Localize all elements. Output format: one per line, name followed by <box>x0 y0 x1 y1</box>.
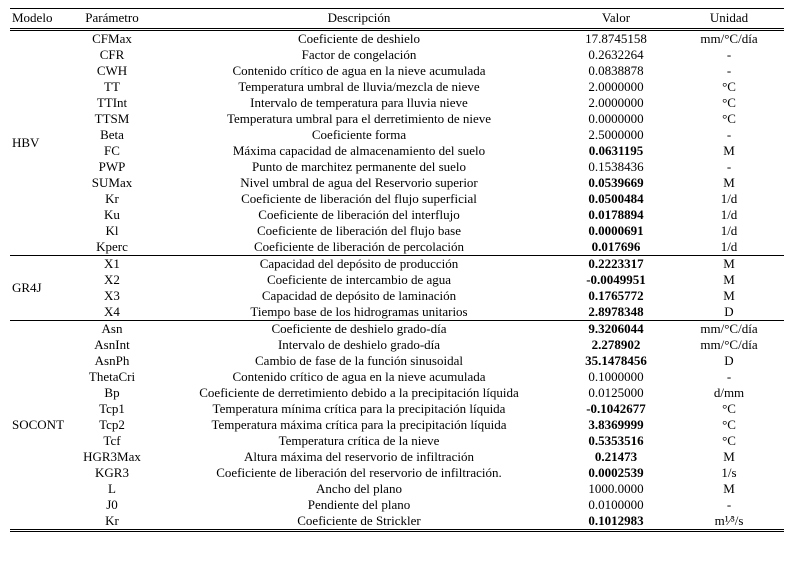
desc-cell: Coeficiente de deshielo <box>297 31 420 46</box>
table-row <box>10 79 784 95</box>
desc-cell: Coeficiente de liberación del flujo base <box>257 223 461 238</box>
desc-cell: Nivel umbral de agua del Reservorio superior <box>240 175 478 190</box>
unit-cell: M <box>723 288 735 303</box>
unit-cell: D <box>724 353 734 368</box>
unit-cell: °C <box>722 401 736 416</box>
desc-cell: Capacidad de depósito de laminación <box>261 288 457 303</box>
unit-cell: 1/d <box>720 191 738 206</box>
unit-cell: M <box>723 143 735 158</box>
desc-cell: Capacidad del depósito de producción <box>160 256 558 273</box>
unit-cell: - <box>726 497 732 512</box>
model-name: GR4J <box>10 256 64 321</box>
table-row <box>10 143 784 159</box>
unit-cell: M <box>723 481 735 496</box>
desc-cell: Temperatura umbral para el derretimiento de nieve <box>226 111 492 126</box>
table-row <box>10 207 784 223</box>
table-row <box>10 449 784 465</box>
value-cell: 0.1000000 <box>588 369 644 384</box>
table-row <box>10 513 784 531</box>
table-row <box>10 95 784 111</box>
unit-cell: °C <box>722 111 736 126</box>
param-cell: Asn <box>64 321 160 338</box>
desc-cell: Intervalo de temperatura para lluvia nieve <box>250 95 468 110</box>
value-cell: 0.0125000 <box>588 385 644 400</box>
table-row <box>10 175 784 191</box>
desc-cell: Factor de congelación <box>301 47 417 62</box>
value-cell: 0.1538436 <box>588 159 644 174</box>
param-cell: Tcp2 <box>99 417 125 432</box>
desc-cell: Tiempo base de los hidrogramas unitarios <box>250 304 468 319</box>
param-cell: CWH <box>96 63 128 78</box>
param-cell: Tcp1 <box>99 401 125 416</box>
desc-cell: Ancho del plano <box>316 481 402 496</box>
table-row <box>10 321 784 338</box>
unit-cell: °C <box>722 433 736 448</box>
desc-cell: Máxima capacidad de almacenamiento del suelo <box>232 143 486 158</box>
value-cell: 1000.0000 <box>588 481 644 496</box>
param-cell: CFR <box>99 47 125 62</box>
desc-cell: Coeficiente de deshielo grado-día <box>160 321 558 338</box>
column-header: Valor <box>558 9 674 30</box>
table-row <box>10 239 784 256</box>
value-cell: 0.1012983 <box>588 513 644 528</box>
unit-cell: °C <box>722 95 736 110</box>
param-cell: KGR3 <box>95 465 129 480</box>
value-cell: 0.0000691 <box>588 223 644 238</box>
column-header: Parámetro <box>64 9 160 30</box>
desc-cell: Temperatura máxima crítica para la precipitación líquida <box>211 417 507 432</box>
table-row <box>10 30 784 48</box>
value-cell: -0.1042677 <box>586 401 646 416</box>
desc-cell: Contenido crítico de agua en la nieve acumulada <box>232 63 486 78</box>
unit-cell: °C <box>722 417 736 432</box>
table-row <box>10 304 784 321</box>
param-cell: TT <box>104 79 120 94</box>
table-row <box>10 433 784 449</box>
param-cell: PWP <box>98 159 126 174</box>
unit-cell: mm/°C/día <box>700 337 758 352</box>
desc-cell: Contenido crítico de agua en la nieve acumulada <box>232 369 486 384</box>
unit-cell: M <box>674 256 784 273</box>
desc-cell: Temperatura mínima crítica para la precipitación líquida <box>212 401 506 416</box>
unit-cell: m¹⁄³/s <box>714 513 744 528</box>
value-cell: 3.8369999 <box>588 417 644 432</box>
param-cell: Tcf <box>103 433 121 448</box>
table-row <box>10 481 784 497</box>
desc-cell: Altura máxima del reservorio de infiltración <box>244 449 474 464</box>
desc-cell: Pendiente del plano <box>307 497 411 512</box>
unit-cell: mm/°C/día <box>674 321 784 338</box>
table-row <box>10 401 784 417</box>
unit-cell: M <box>723 272 735 287</box>
unit-cell: d/mm <box>713 385 745 400</box>
value-cell: 2.0000000 <box>588 95 644 110</box>
table-row <box>10 417 784 433</box>
table-row <box>10 353 784 369</box>
param-cell: J0 <box>106 497 118 512</box>
param-cell: ThetaCri <box>88 369 136 384</box>
value-cell: 0.0838878 <box>588 63 644 78</box>
table-row <box>10 47 784 63</box>
unit-cell: - <box>726 159 732 174</box>
desc-cell: Coeficiente de liberación del reservorio de infiltración. <box>216 465 502 480</box>
unit-cell: - <box>726 127 732 142</box>
desc-cell: Punto de marchitez permanente del suelo <box>251 159 467 174</box>
desc-cell: Cambio de fase de la función sinusoidal <box>255 353 463 368</box>
value-cell: 0.0100000 <box>588 497 644 512</box>
table-row <box>10 337 784 353</box>
value-cell: 0.0500484 <box>588 191 644 206</box>
table-head <box>10 9 784 30</box>
param-cell: CFMax <box>92 31 132 46</box>
value-cell: -0.0049951 <box>586 272 646 287</box>
value-cell: 0.0631195 <box>588 143 644 158</box>
desc-cell: Temperatura crítica de la nieve <box>278 433 440 448</box>
value-cell: 0.0539669 <box>588 175 644 190</box>
value-cell: 2.0000000 <box>588 79 644 94</box>
param-cell: AsnInt <box>94 337 130 352</box>
unit-cell: mm/°C/día <box>700 31 758 46</box>
table-row <box>10 288 784 304</box>
table-header-row <box>10 9 784 30</box>
value-cell: 2.5000000 <box>588 127 644 142</box>
column-header: Descripción <box>160 9 558 30</box>
unit-cell: - <box>726 47 732 62</box>
table-row <box>10 111 784 127</box>
param-cell: Kr <box>105 191 119 206</box>
desc-cell: Coeficiente de liberación del flujo superficial <box>241 191 477 206</box>
column-header: Modelo <box>10 9 64 30</box>
unit-cell: D <box>724 304 734 319</box>
table-row <box>10 497 784 513</box>
param-cell: Kr <box>105 513 119 528</box>
value-cell: 0.017696 <box>591 239 641 254</box>
table-row <box>10 385 784 401</box>
param-cell: X2 <box>104 272 120 287</box>
value-cell: 0.0002539 <box>588 465 644 480</box>
param-cell: X1 <box>64 256 160 273</box>
desc-cell: Coeficiente de liberación de percolación <box>253 239 465 254</box>
table-row <box>10 191 784 207</box>
value-cell: 2.8978348 <box>588 304 644 319</box>
value-cell: 0.2632264 <box>588 47 644 62</box>
model-name: SOCONT <box>10 321 64 531</box>
param-cell: AsnPh <box>94 353 130 368</box>
model-name: HBV <box>12 135 40 150</box>
unit-cell: M <box>723 449 735 464</box>
table-row <box>10 159 784 175</box>
table-row <box>10 63 784 79</box>
desc-cell: Coeficiente de intercambio de agua <box>266 272 452 287</box>
value-cell: 0.0178894 <box>588 207 644 222</box>
value-cell: 2.278902 <box>591 337 641 352</box>
table-row <box>10 127 784 143</box>
desc-cell: Temperatura umbral de lluvia/mezcla de nieve <box>238 79 480 94</box>
desc-cell: Coeficiente de derretimiento debido a la precipitación líquida <box>199 385 519 400</box>
table-row <box>10 256 784 273</box>
unit-cell: 1/d <box>720 207 738 222</box>
table-body <box>10 30 784 531</box>
value-cell: 0.1765772 <box>588 288 644 303</box>
unit-cell: 1/d <box>720 239 738 254</box>
value-cell: 0.0000000 <box>588 111 644 126</box>
param-cell: L <box>108 481 116 496</box>
value-cell: 0.2223317 <box>558 256 674 273</box>
param-cell: X4 <box>104 304 120 319</box>
value-cell: 35.1478456 <box>585 353 647 368</box>
value-cell: 9.3206044 <box>558 321 674 338</box>
param-cell: TTSM <box>94 111 130 126</box>
param-cell: TTInt <box>96 95 128 110</box>
value-cell: 0.21473 <box>594 449 638 464</box>
desc-cell: Coeficiente de Strickler <box>297 513 421 528</box>
param-cell: FC <box>104 143 120 158</box>
desc-cell: Intervalo de deshielo grado-día <box>277 337 441 352</box>
unit-cell: - <box>726 369 732 384</box>
unit-cell: - <box>726 63 732 78</box>
param-cell: Beta <box>100 127 124 142</box>
param-cell: X3 <box>104 288 120 303</box>
table-row <box>10 223 784 239</box>
desc-cell: Coeficiente forma <box>311 127 407 142</box>
value-cell: 0.5353516 <box>588 433 644 448</box>
table-row <box>10 272 784 288</box>
value-cell: 17.8745158 <box>585 31 647 46</box>
unit-cell: M <box>723 175 735 190</box>
param-cell: Kl <box>105 223 119 238</box>
parameters-table <box>10 8 784 532</box>
table-row <box>10 369 784 385</box>
param-cell: HGR3Max <box>83 449 141 464</box>
param-cell: SUMax <box>91 175 133 190</box>
param-cell: Bp <box>104 385 120 400</box>
unit-cell: 1/d <box>720 223 738 238</box>
desc-cell: Coeficiente de liberación del interflujo <box>258 207 460 222</box>
unit-cell: 1/s <box>721 465 737 480</box>
unit-cell: °C <box>722 79 736 94</box>
table-row <box>10 465 784 481</box>
param-cell: Ku <box>104 207 120 222</box>
column-header: Unidad <box>674 9 784 30</box>
param-cell: Kperc <box>96 239 128 254</box>
